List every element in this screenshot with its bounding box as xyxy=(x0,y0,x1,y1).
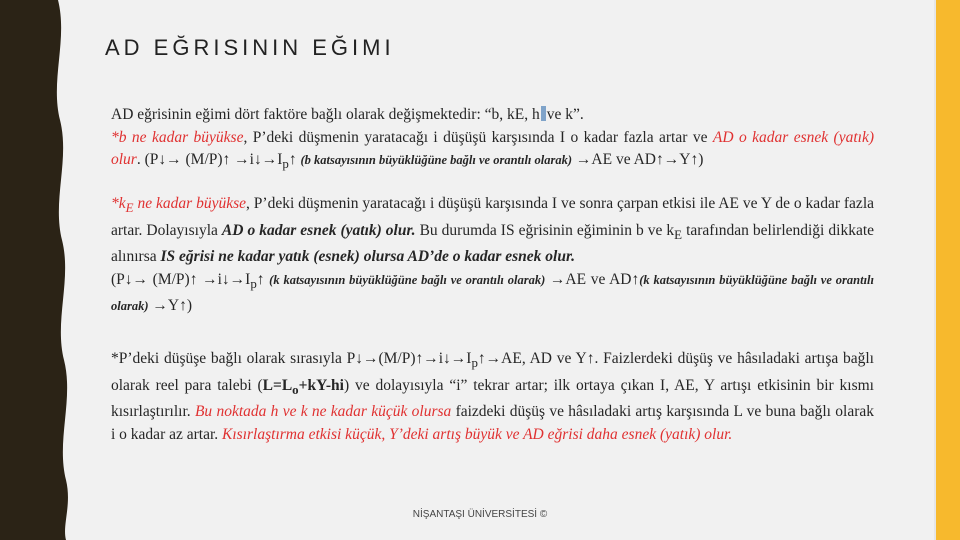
text-run: ↑ xyxy=(256,270,270,288)
accent-bar xyxy=(936,0,960,540)
subscript: E xyxy=(674,226,683,242)
text-run: AD eğrisinin eğimi dört faktöre bağlı olarak değişmektedir: “b, kE, h xyxy=(111,106,540,123)
text-run: tarafından belirlendiği dikkate alınırsa xyxy=(111,221,875,266)
text-run-bold: AD o kadar esnek (yatık) olur. xyxy=(221,221,416,239)
text-run-bold: L=L xyxy=(262,376,293,394)
text-run-red: Kısırlaştırma etkisi küçük, Y’deki artış büyük ve AD eğrisi daha esnek (yatık) olur. xyxy=(222,425,733,443)
subscript: p xyxy=(250,275,257,291)
text-run-bold: IS eğrisi ne kadar yatık (esnek) olursa AD’de o kadar esnek olur. xyxy=(160,248,576,266)
text-run: ↑→AE, AD ve Y↑. Faizlerdeki düşüş ve hâsıladaki artışa bağlı olarak reel para talebi ( xyxy=(111,350,874,394)
text-run: →Y↑) xyxy=(148,297,192,315)
text-run: (P↓→ (M/P)↑ →i↓→I xyxy=(111,270,251,288)
text-run: . (P↓→ (M/P)↑ →i↓→I xyxy=(136,151,283,168)
text-run-red: *k xyxy=(111,195,126,212)
subscript: E xyxy=(125,200,134,216)
text-run-note: (k katsayısının büyüklüğüne bağlı ve orantılı olarak) xyxy=(111,272,874,314)
text-run-red: Bu noktada h ve k ne kadar küçük olursa xyxy=(194,403,452,421)
text-run: , P’deki düşmenin yaratacağı i düşüşü karşısında I ve sonra çarpan etkisi ile AE ve Y de o kadar fazla artar. Dolayısıyla xyxy=(111,195,875,239)
text-run: ) ve dolayısıyla “i” tekrar artar; ilk ortaya çıkan I, AE, Y artışı etkisinin bir kısmı kısırlaştırılır. xyxy=(111,376,874,421)
text-run: , P’deki düşmenin yaratacağı i düşüşü karşısında I o kadar fazla artar ve xyxy=(243,128,713,146)
text-run-note: (b katsayısının büyüklüğüne bağlı ve orantılı olarak) xyxy=(300,153,573,167)
text-run: Bu durumda IS eğrisinin eğiminin b ve k xyxy=(415,221,675,239)
cursor-marker xyxy=(541,106,546,121)
left-wavy-decoration xyxy=(0,0,75,540)
subscript: p xyxy=(282,156,289,172)
footer-copyright: NİŞANTAŞI ÜNİVERSİTESİ © xyxy=(412,509,548,520)
text-run: ve k”. xyxy=(546,106,584,123)
paragraph-factors xyxy=(111,104,874,176)
text-run-note: (k katsayısının büyüklüğüne bağlı ve orantılı olarak) xyxy=(269,272,546,287)
text-run-red: AD o kadar esnek (yatık) olur xyxy=(111,128,874,168)
page-title: AD EĞRISININ EĞIMI xyxy=(105,35,395,60)
paragraph-p-decline xyxy=(111,348,874,446)
text-run-bold: +kY-hi xyxy=(298,376,344,394)
subscript: o xyxy=(292,381,299,397)
text-run: faizdeki düşüş ve hâsıladaki artış karşısında L ve buna bağlı olarak i o kadar az artar. xyxy=(111,403,875,443)
paragraph-ke xyxy=(111,193,874,318)
text-run-red: ne kadar büyükse xyxy=(133,195,246,212)
text-run-red: *b ne kadar büyükse xyxy=(111,128,244,146)
text-run: *P’deki düşüşe bağlı olarak sırasıyla P↓→(M/P)↑→i↓→I xyxy=(111,350,472,367)
text-run: →AE ve AD↑ xyxy=(545,270,640,288)
text-run: ↑ xyxy=(288,151,301,168)
subscript: p xyxy=(471,355,478,371)
text-run: →AE ve AD↑→Y↑) xyxy=(572,151,704,168)
